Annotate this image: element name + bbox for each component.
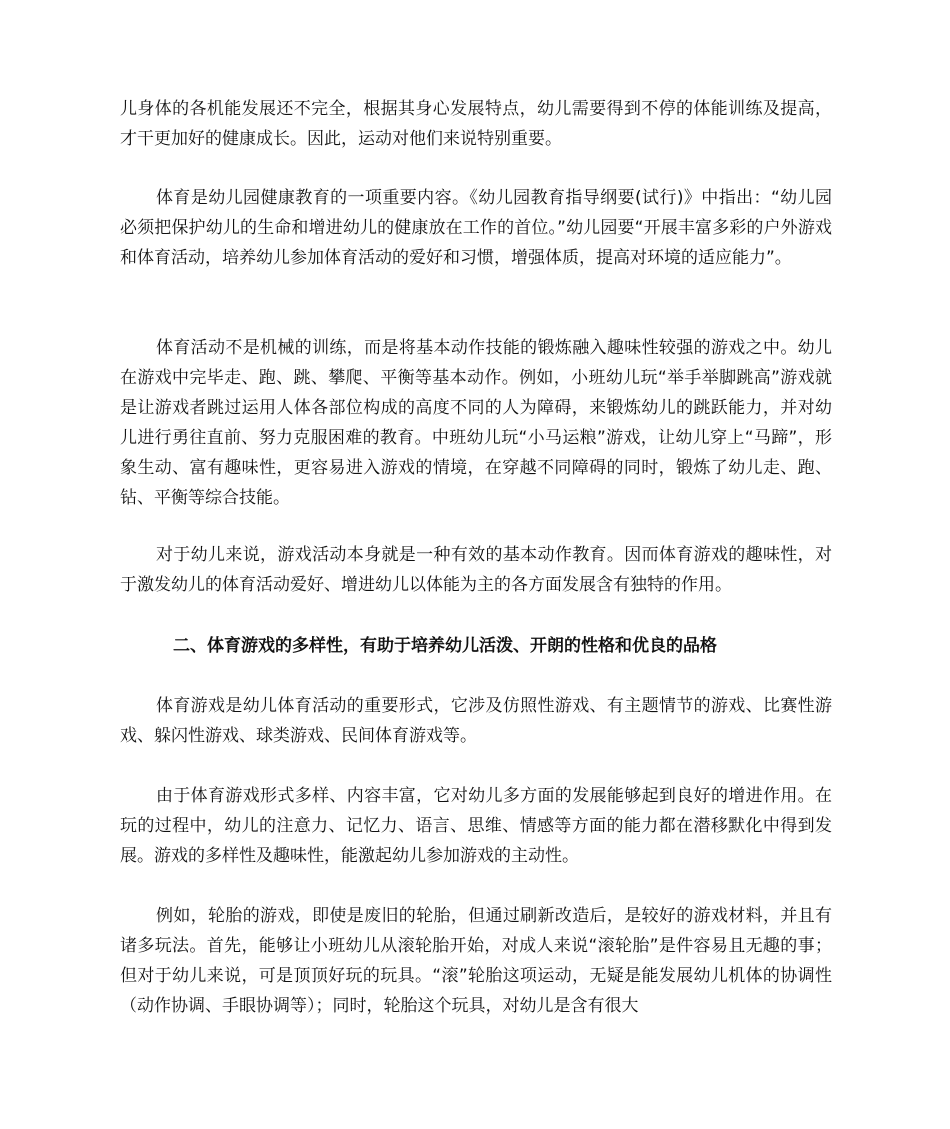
paragraph-3: 体育活动不是机械的训练，而是将基本动作技能的锻炼融入趣味性较强的游戏之中。幼儿在游戏中完毕走、跑、跳、攀爬、平衡等基本动作。例如，小班幼儿玩“举手举脚跳高”游戏就是让游戏者跳过运用人体各部位构成的高度不同的人为障碍，来锻炼幼儿的跳跃能力，并对幼儿进行勇往直前、努力克服困难的教育。中班幼儿玩“小马运粮”游戏，让幼儿穿上“马蹄”，形象生动、富有趣味性，更容易进入游戏的情境，在穿越不同障碍的同时，锻炼了幼儿走、跑、钻、平衡等综合技能。 xyxy=(120,338,832,508)
paragraph-5: 体育游戏是幼儿体育活动的重要形式，它涉及仿照性游戏、有主题情节的游戏、比赛性游戏、躲闪性游戏、球类游戏、民间体育游戏等。 xyxy=(120,696,832,746)
paragraph-6: 由于体育游戏形式多样、内容丰富，它对幼儿多方面的发展能够起到良好的增进作用。在玩的过程中，幼儿的注意力、记忆力、语言、思维、情感等方面的能力都在潜移默化中得到发展。游戏的多样性及趣味性，能激起幼儿参加游戏的主动性。 xyxy=(120,786,832,866)
paragraph-2: 体育是幼儿园健康教育的一项重要内容。《幼儿园教育指导纲要(试行)》中指出：“幼儿园必须把保护幼儿的生命和增进幼儿的健康放在工作的首位。”幼儿园要“开展丰富多彩的户外游戏和体育活动，培养幼儿参加体育活动的爱好和习惯，增强体质，提高对环境的适应能力”。 xyxy=(120,188,832,268)
section-heading-2: 二、体育游戏的多样性，有助于培养幼儿活泼、开朗的性格和优良的品格 xyxy=(173,636,717,656)
paragraph-7: 例如，轮胎的游戏，即使是废旧的轮胎，但通过刷新改造后，是较好的游戏材料，并且有诸多玩法。首先，能够让小班幼儿从滚轮胎开始，对成人来说“滚轮胎”是件容易且无趣的事；但对于幼儿来说，可是顶顶好玩的玩具。“滚”轮胎这项运动，无疑是能发展幼儿机体的协调性（动作协调、手眼协调等）；同时，轮胎这个玩具，对幼儿是含有很大 xyxy=(120,906,832,1016)
paragraph-1: 儿身体的各机能发展还不完全，根据其身心发展特点，幼儿需要得到不停的体能训练及提高，才干更加好的健康成长。因此，运动对他们来说特别重要。 xyxy=(120,99,832,149)
paragraph-4: 对于幼儿来说，游戏活动本身就是一种有效的基本动作教育。因而体育游戏的趣味性，对于激发幼儿的体育活动爱好、增进幼儿以体能为主的各方面发展含有独特的作用。 xyxy=(120,545,832,595)
